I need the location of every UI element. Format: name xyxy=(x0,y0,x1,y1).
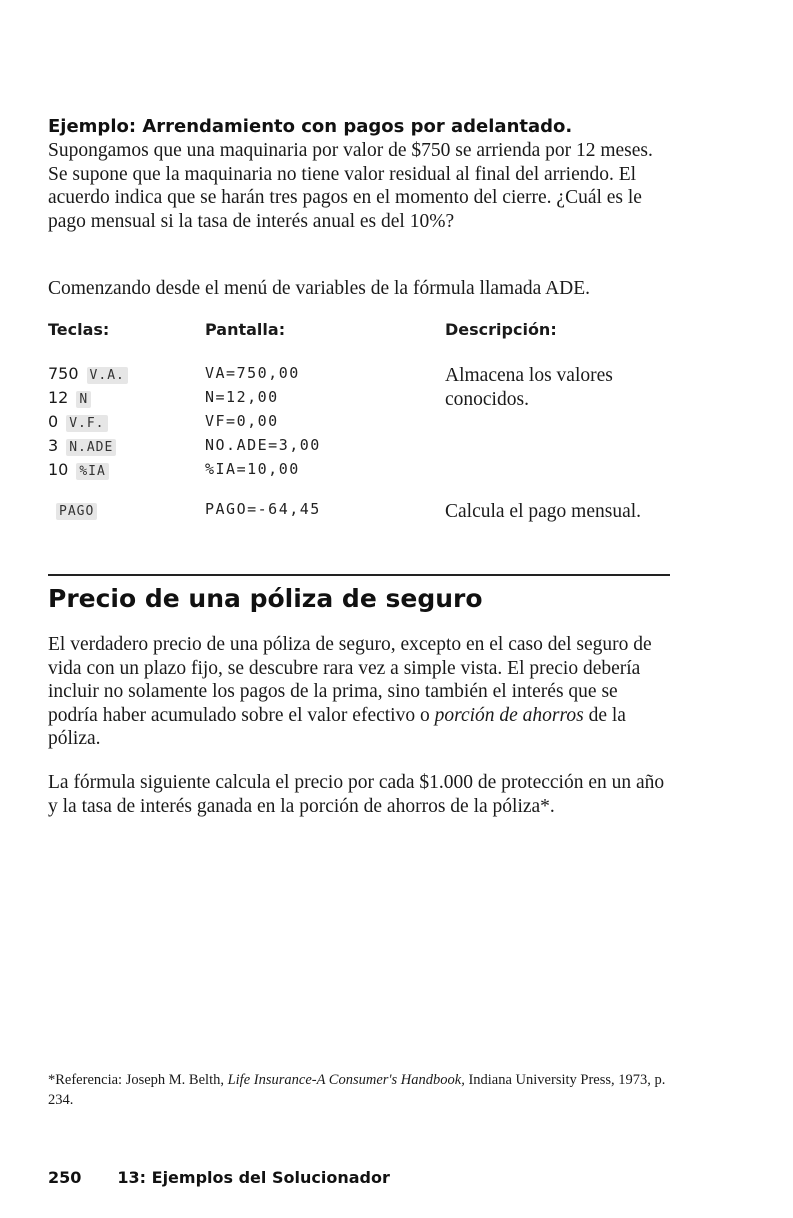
footnote-book-title: Life Insurance-A Consumer's Handbook, xyxy=(227,1072,465,1088)
keys-cell xyxy=(48,436,116,455)
key-number: 3 xyxy=(48,436,59,455)
key-number: 10 xyxy=(48,460,69,479)
softkey-ia: %IA xyxy=(76,463,108,480)
keys-cell xyxy=(48,460,109,479)
softkey-va: V.A. xyxy=(87,367,128,384)
display-value: N=12,00 xyxy=(205,388,279,406)
softkey-n-ade: N.ADE xyxy=(66,439,116,456)
header-keys: Teclas: xyxy=(48,320,110,339)
table-row xyxy=(48,460,670,484)
page-number: 250 xyxy=(48,1168,82,1187)
p1-text: El verdadero precio de una póliza de seguro, excepto en el caso del seguro de vida con un plazo fijo, se descubre rara vez a simple vista. El precio debería incluir no solamente los pagos de la prima, sino también el interés que se podría haber acumulado sobre el valor efectivo o xyxy=(48,634,652,726)
footnote xyxy=(48,1070,670,1110)
keys-cell xyxy=(48,388,91,407)
keys-cell xyxy=(48,364,128,383)
example-title: Ejemplo: Arrendamiento con pagos por adelantado. xyxy=(48,116,573,137)
softkey-n: N xyxy=(76,391,91,408)
section-divider xyxy=(48,574,670,576)
description-calc: Calcula el pago mensual. xyxy=(445,501,642,522)
display-value: PAGO=-64,45 xyxy=(205,500,321,518)
table-row xyxy=(48,412,670,436)
display-value: VA=750,00 xyxy=(205,364,300,382)
keys-cell xyxy=(48,412,108,431)
key-number: 12 xyxy=(48,388,69,407)
example-intro: Comenzando desde el menú de variables de la fórmula llamada ADE. xyxy=(48,278,591,299)
table-row xyxy=(48,436,670,460)
description-store: Almacena los valores conocidos. xyxy=(445,365,613,410)
section-title: Precio de una póliza de seguro xyxy=(48,584,483,613)
display-value: NO.ADE=3,00 xyxy=(205,436,321,454)
p1-italic: porción de ahorros xyxy=(434,704,584,726)
p1-text-end: de la póliza. xyxy=(48,704,626,749)
footnote-text-end: Indiana University Press, 1973, p. 234. xyxy=(48,1072,666,1108)
keys-cell xyxy=(48,500,97,519)
example-paragraph: Supongamos que una maquinaria por valor de $750 se arrienda por 12 meses. Se supone que la maquinaria no tiene valor residual al final del arriendo. El acuerdo indica que se harán tres pagos en el momento del cierre. ¿Cuál es le pago mensual si la tasa de interés anual es del 10%? xyxy=(48,140,653,232)
section-paragraph-2: La fórmula siguiente calcula el precio por cada $1.000 de protección en un año y la tasa de interés ganada en la porción de ahorros de la póliza*. xyxy=(48,772,665,817)
header-display: Pantalla: xyxy=(205,320,286,339)
display-value: %IA=10,00 xyxy=(205,460,300,478)
softkey-vf: V.F. xyxy=(66,415,107,432)
key-number: 0 xyxy=(48,412,59,431)
key-number: 750 xyxy=(48,364,79,383)
page-footer xyxy=(48,1168,390,1187)
footnote-text: *Referencia: Joseph M. Belth, xyxy=(48,1072,228,1088)
softkey-pago: PAGO xyxy=(56,503,97,520)
display-value: VF=0,00 xyxy=(205,412,279,430)
chapter-title: 13: Ejemplos del Solucionador xyxy=(117,1168,390,1187)
section-paragraph-1 xyxy=(48,633,670,751)
header-description: Descripción: xyxy=(445,320,557,339)
